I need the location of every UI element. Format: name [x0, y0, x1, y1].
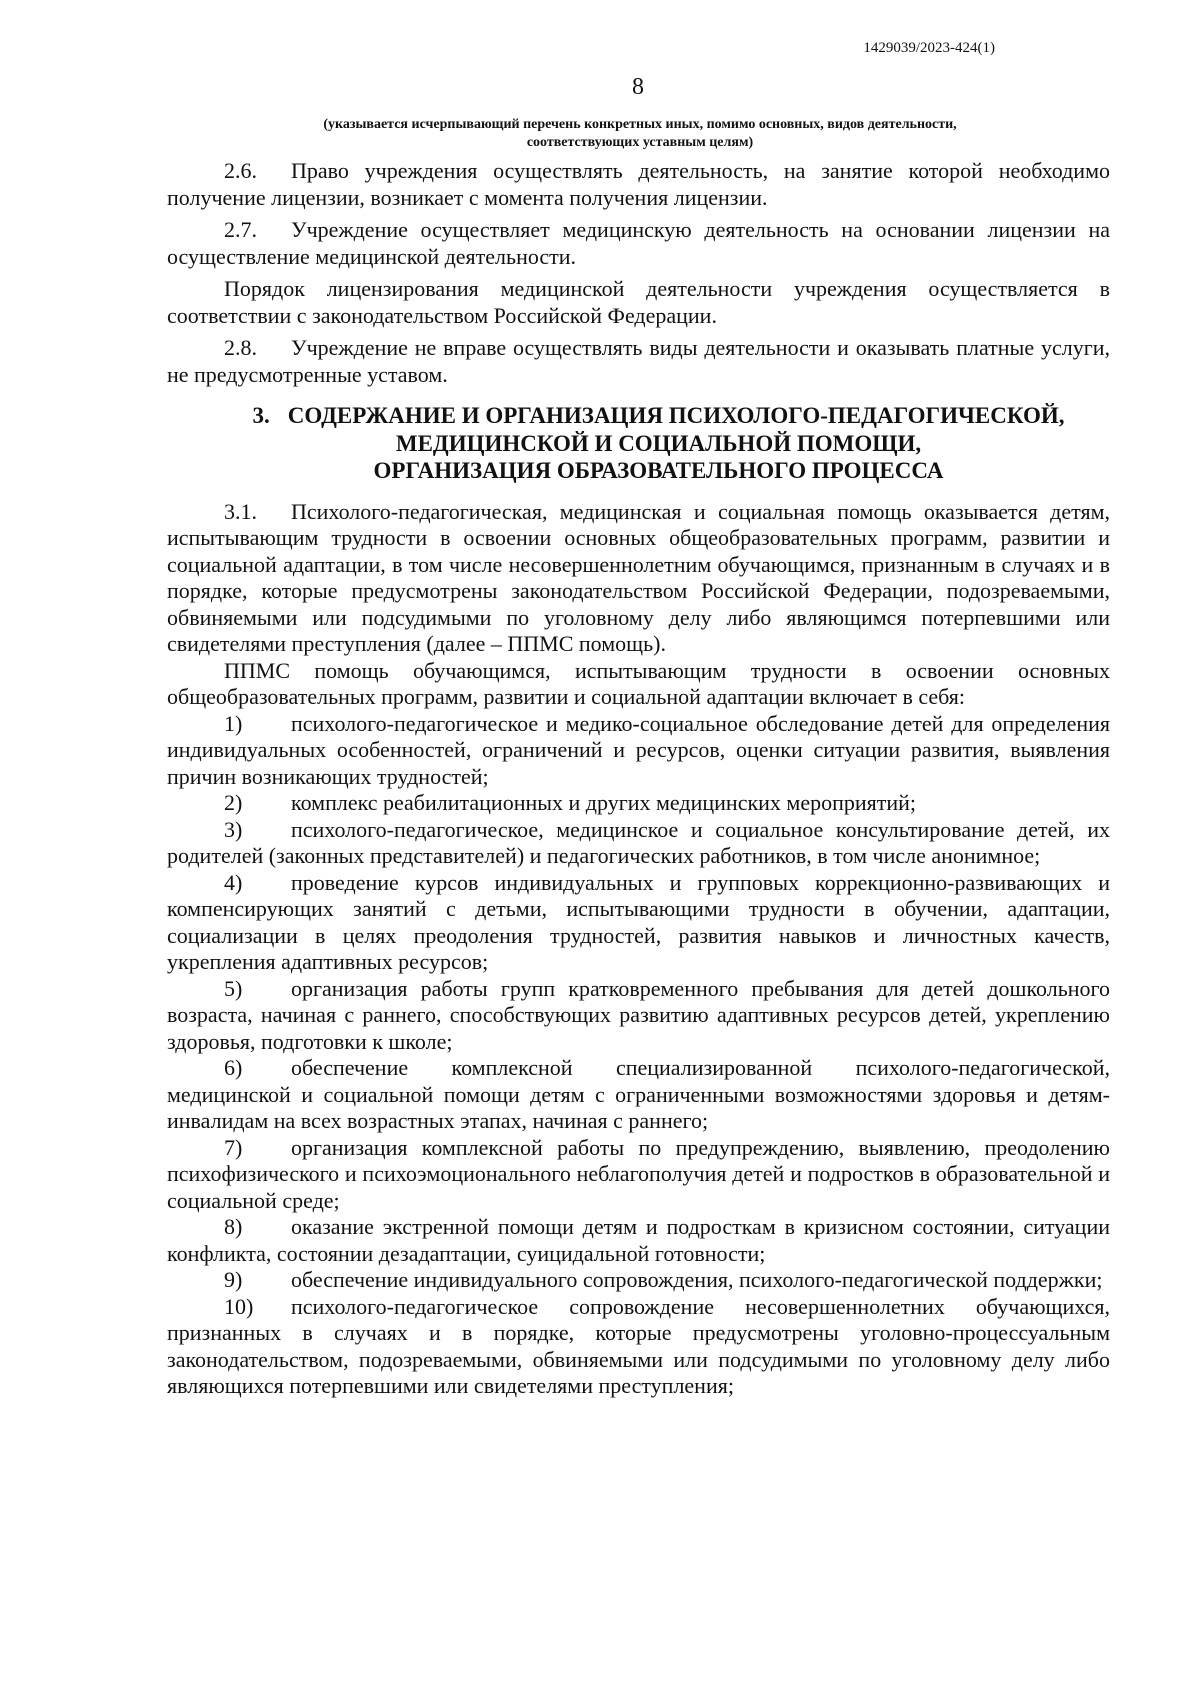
- list-item-text: оказание экстренной помощи детям и подросткам в кризисном состоянии, ситуации конфликта, состоянии дезадаптации, суицидальной готовности;: [167, 1214, 1110, 1266]
- list-item: [167, 1135, 1110, 1215]
- list-item-text: обеспечение индивидуального сопровождения, психолого-педагогической поддержки;: [291, 1267, 1103, 1292]
- paragraph-number: 3.1.: [224, 498, 257, 524]
- footnote-instruction: [160, 116, 1120, 152]
- list-item-number: 9): [224, 1267, 243, 1292]
- paragraph-text: Право учреждения осуществлять деятельность, на занятие которой необходимо получение лицензии, возникает с момента получения лицензии.: [167, 158, 1110, 210]
- paragraph-text: Учреждение не вправе осуществлять виды деятельности и оказывать платные услуги, не предусмотренные уставом.: [167, 335, 1110, 387]
- section-3-heading: [167, 402, 1110, 485]
- heading-text: СОДЕРЖАНИЕ И ОРГАНИЗАЦИЯ ПСИХОЛОГО-ПЕДАГОГИЧЕСКОЙ,: [287, 403, 1065, 428]
- paragraph-number: 2.7.: [224, 217, 257, 242]
- list-item-number: 6): [224, 1055, 243, 1080]
- list-item-text: психолого-педагогическое и медико-социальное обследование детей для определения индивидуальных особенностей, ограничений и ресурсов, оценки ситуации развития, выявления причин возникающих трудностей;: [167, 710, 1110, 789]
- list-item: [167, 976, 1110, 1056]
- list-item-number: 4): [224, 869, 243, 895]
- heading-number: 3.: [252, 403, 270, 428]
- list-item: [167, 817, 1110, 870]
- paragraph-2-7-extra: Порядок лицензирования медицинской деятельности учреждения осуществляется в соответствии с законодательством Российской Федерации.: [167, 276, 1110, 328]
- note-line-2: соответствующих уставным целям): [526, 135, 754, 150]
- list-item: [167, 870, 1110, 976]
- list-item-text: организация комплексной работы по предупреждению, выявлению, преодолению психофизического и психоэмоционального неблагополучия детей и подростков в образовательной и социальной среде;: [167, 1134, 1110, 1213]
- heading-line-3: ОРГАНИЗАЦИЯ ОБРАЗОВАТЕЛЬНОГО ПРОЦЕССА: [373, 458, 944, 483]
- note-line-1: (указывается исчерпывающий перечень конкретных иных, помимо основных, видов деятельности,: [323, 117, 957, 132]
- list-item-number: 10): [224, 1293, 254, 1319]
- document-number: 1429039/2023-424(1): [863, 40, 995, 56]
- list-item-text: обеспечение комплексной специализированной психолого-педагогической, медицинской и социальной помощи детям с ограниченными возможностями здоровья и детям-инвалидам на всех возрастных этапах, начиная с раннего;: [167, 1055, 1110, 1133]
- paragraph-number: 2.6.: [224, 158, 257, 183]
- heading-line-2: МЕДИЦИНСКОЙ И СОЦИАЛЬНОЙ ПОМОЩИ,: [395, 430, 922, 456]
- list-item-text: психолого-педагогическое сопровождение несовершеннолетних обучающихся, признанных в случаях и в порядке, которые предусмотрены уголовно-процессуальным законодательством, подозреваемыми, обвиняемыми или подсудимыми по уголовному делу либо являющихся потерпевшими или свидетелями преступления;: [167, 1293, 1110, 1398]
- list-item-number: 1): [224, 710, 243, 736]
- list-item-number: 5): [224, 975, 243, 1001]
- list-item-text: комплекс реабилитационных и других медицинских мероприятий;: [291, 790, 917, 815]
- paragraph-3-1: [167, 499, 1110, 658]
- paragraph-2-6: [167, 158, 1110, 211]
- paragraph-2-7: [167, 217, 1110, 270]
- list-item: [167, 1294, 1110, 1400]
- list-item: [167, 1214, 1110, 1267]
- list-item-number: 2): [224, 790, 243, 815]
- paragraph-number: 2.8.: [224, 335, 257, 360]
- list-item: [167, 1055, 1110, 1135]
- page-number: 8: [632, 74, 644, 100]
- paragraph-2-8: [167, 335, 1110, 388]
- list-item-text: проведение курсов индивидуальных и групповых коррекционно-развивающих и компенсирующих занятий с детьми, испытывающими трудности в обучении, адаптации, социализации в целях преодоления трудностей, развития навыков и личностных качеств, укрепления адаптивных ресурсов;: [167, 869, 1110, 974]
- list-item-text: организация работы групп кратковременного пребывания для детей дошкольного возраста, начиная с раннего, способствующих развитию адаптивных ресурсов детей, укреплению здоровья, подготовки к школе;: [167, 975, 1110, 1054]
- paragraph-text: Учреждение осуществляет медицинскую деятельность на основании лицензии на осуществление медицинской деятельности.: [167, 217, 1110, 269]
- list-item-number: 3): [224, 816, 243, 842]
- list-item: [167, 1267, 1110, 1294]
- heading-line-1: [207, 402, 1110, 430]
- list-item-text: психолого-педагогическое, медицинское и социальное консультирование детей, их родителей (законных представителей) и педагогических работников, в том числе анонимное;: [167, 816, 1110, 868]
- document-body: [167, 158, 1110, 1400]
- list-item-number: 8): [224, 1214, 243, 1239]
- list-item: [167, 711, 1110, 791]
- list-item-number: 7): [224, 1134, 243, 1160]
- paragraph-intro: ППМС помощь обучающимся, испытывающим трудности в освоении основных общеобразовательных программ, развитии и социальной адаптации включает в себя:: [167, 657, 1110, 709]
- paragraph-text: Психолого-педагогическая, медицинская и социальная помощь оказывается детям, испытывающим трудности в освоении основных общеобразовательных программ, развитии и социальной адаптации, в том числе несовершеннолетним обучающимся, признанным в случаях и в порядке, которые предусмотрены законодательством Российской Федерации, подозреваемыми, обвиняемыми или подсудимыми по уголовному делу либо являющимся потерпевшими или свидетелями преступления (далее – ППМС помощь).: [167, 498, 1110, 656]
- list-item: [167, 790, 1110, 817]
